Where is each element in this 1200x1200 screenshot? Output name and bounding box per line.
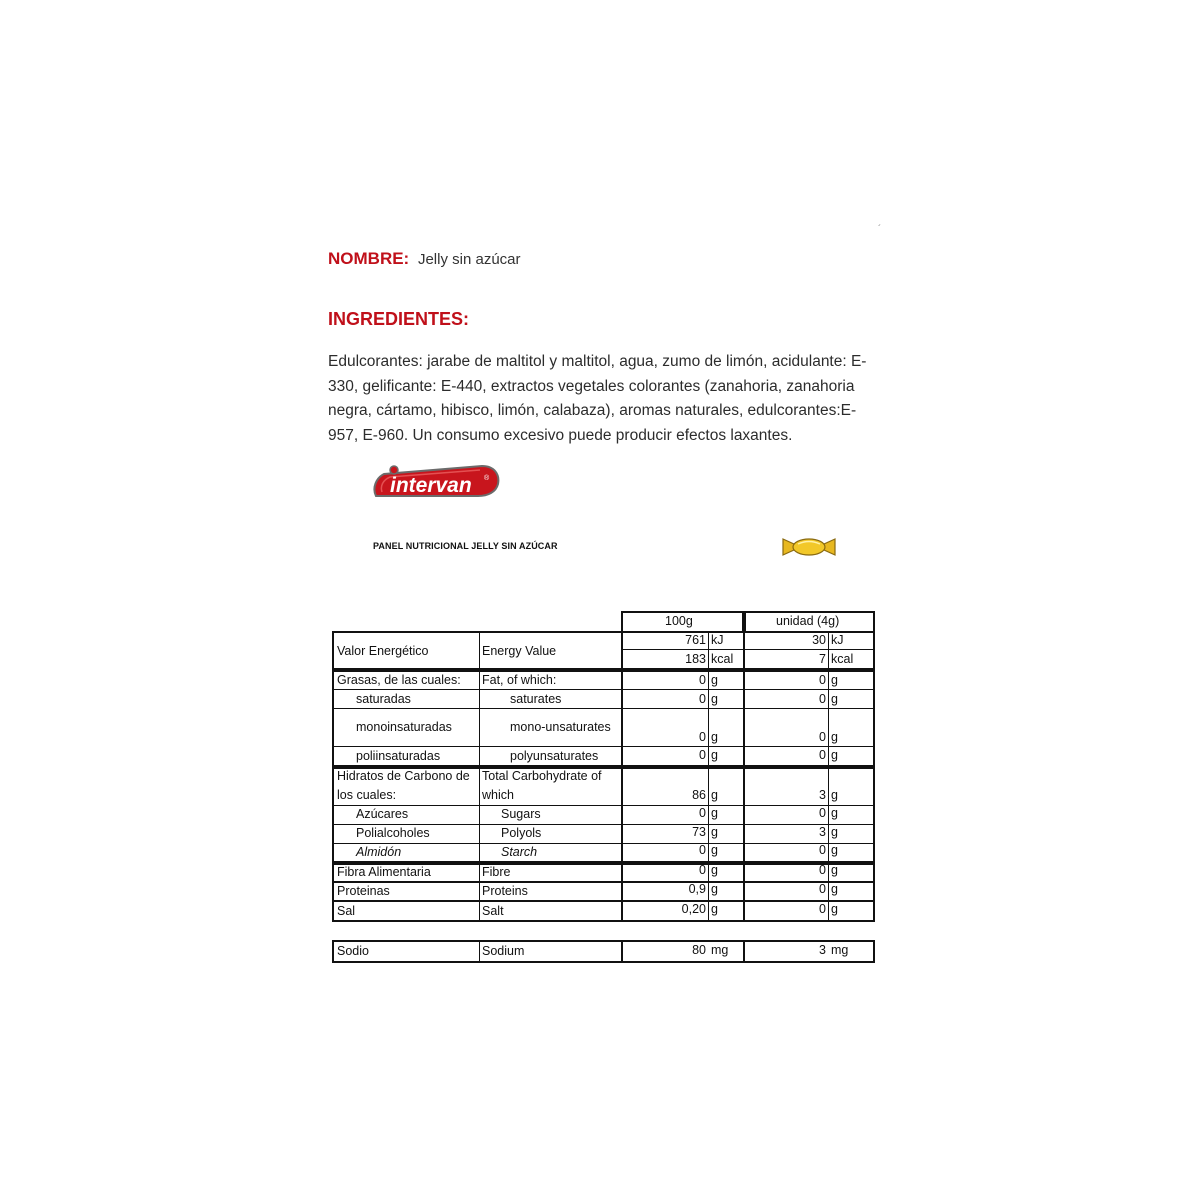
rule (828, 863, 829, 922)
rule (479, 863, 480, 922)
sodium-label-es: Sodio (337, 944, 369, 958)
sodium-value-serving: 3 (819, 943, 826, 957)
logo-registered-mark: ® (484, 475, 490, 482)
energy-kj-unit-serving: kJ (831, 633, 844, 647)
row-unit-100: g (711, 843, 718, 857)
row-value-serving: 0 (819, 692, 826, 706)
row-value-serving: 0 (819, 863, 826, 877)
row-label-en: polyunsaturates (510, 749, 599, 763)
rule (621, 670, 623, 767)
row-unit-serving: g (831, 748, 838, 762)
row-unit-100: g (711, 902, 718, 916)
rule (743, 631, 745, 670)
rule (828, 670, 829, 767)
row-value-serving: 0 (819, 730, 826, 744)
row-label-en: Polyols (501, 826, 542, 840)
row-value-100: 0 (699, 692, 706, 706)
row-value-serving: 0 (819, 843, 826, 857)
row-label-en: Fat, of which: (482, 673, 557, 687)
row-value-serving: 0 (819, 882, 826, 896)
row-value-100: 0 (699, 748, 706, 762)
rule (332, 708, 875, 709)
rule (743, 767, 745, 863)
energy-label-en: Energy Value (482, 644, 557, 658)
row-label-en: which (482, 788, 514, 802)
sodium-unit-100: mg (711, 943, 729, 957)
rule (479, 767, 480, 863)
rule (622, 649, 875, 650)
row-unit-100: g (711, 882, 718, 896)
row-unit-serving: g (831, 673, 838, 687)
row-label-es: Proteinas (337, 884, 390, 898)
row-label-en: Starch (501, 845, 538, 859)
row-value-100: 0 (699, 673, 706, 687)
row-label-es: Azúcares (356, 807, 409, 821)
rule (828, 767, 829, 863)
rule (621, 767, 623, 863)
row-unit-serving: g (831, 788, 838, 802)
header-unit: unidad (4g) (776, 614, 840, 628)
rule (621, 863, 623, 922)
ingredients-line: 957, E-960. Un consumo excesivo puede producir efectos laxantes. (328, 426, 793, 444)
energy-kcal-serving: 7 (819, 652, 826, 666)
rule (708, 631, 709, 670)
rule (621, 940, 623, 963)
row-label-es: Polialcoholes (356, 826, 430, 840)
sodium-unit-serving: mg (831, 943, 849, 957)
row-value-100: 0 (699, 806, 706, 820)
row-unit-serving: g (831, 825, 838, 839)
row-value-100: 73 (692, 825, 706, 839)
energy-label-es: Valor Energético (337, 644, 429, 658)
energy-kj-serving: 30 (812, 633, 826, 647)
row-unit-serving: g (831, 843, 838, 857)
row-value-100: 0 (699, 730, 706, 744)
row-value-100: 0,9 (688, 882, 706, 896)
corner-mark: ´ (878, 224, 882, 235)
row-unit-100: g (711, 730, 718, 744)
row-value-serving: 3 (819, 825, 826, 839)
rule (479, 940, 480, 963)
row-label-en: Fibre (482, 865, 511, 879)
row-value-100: 0 (699, 863, 706, 877)
row-label-es: Fibra Alimentaria (337, 865, 431, 879)
row-label-en: Salt (482, 904, 504, 918)
ingredients-line: 330, gelificante: E-440, extractos vegetales colorantes (zanahoria, zanahoria (328, 377, 855, 395)
row-unit-serving: g (831, 882, 838, 896)
row-label-en: mono-unsaturates (510, 720, 611, 734)
row-unit-100: g (711, 748, 718, 762)
row-label-en: Sugars (501, 807, 541, 821)
row-value-serving: 0 (819, 806, 826, 820)
row-unit-serving: g (831, 730, 838, 744)
rule (743, 863, 745, 922)
row-label-es: Grasas, de las cuales: (337, 673, 461, 687)
ingredients-line: Edulcorantes: jarabe de maltitol y maltitol, agua, zumo de limón, acidulante: E- (328, 353, 867, 370)
nombre-label: NOMBRE: (328, 249, 410, 268)
ingredients-line: negra, cártamo, hibisco, limón, calabaza), aromas naturales, edulcorantes:E- (328, 402, 857, 419)
energy-kcal-unit-serving: kcal (831, 652, 854, 666)
row-value-serving: 0 (819, 902, 826, 916)
logo-text: intervan (390, 474, 472, 497)
row-value-100: 0,20 (681, 902, 706, 916)
row-label-es: Almidón (356, 845, 402, 859)
header-100g: 100g (665, 614, 693, 628)
row-value-100: 86 (692, 788, 706, 802)
energy-kj-unit: kJ (711, 633, 724, 647)
row-unit-100: g (711, 806, 718, 820)
rule (621, 631, 623, 670)
row-value-serving: 3 (819, 788, 826, 802)
row-unit-serving: g (831, 863, 838, 877)
row-label-en: saturates (510, 692, 562, 706)
rule (743, 940, 745, 963)
row-unit-100: g (711, 863, 718, 877)
row-value-serving: 0 (819, 748, 826, 762)
panel-title: PANEL NUTRICIONAL JELLY SIN AZÚCAR (373, 541, 558, 551)
row-unit-100: g (711, 673, 718, 687)
rule (479, 670, 480, 767)
row-value-100: 0 (699, 843, 706, 857)
row-unit-serving: g (831, 806, 838, 820)
energy-kcal-100: 183 (685, 652, 706, 666)
rule (708, 767, 709, 863)
product-name: Jelly sin azúcar (417, 251, 521, 268)
row-unit-100: g (711, 788, 718, 802)
energy-kcal-unit: kcal (711, 652, 734, 666)
rule (743, 670, 745, 767)
row-label-es: monoinsaturadas (356, 720, 452, 734)
row-value-serving: 0 (819, 673, 826, 687)
rule (708, 863, 709, 922)
row-unit-serving: g (831, 902, 838, 916)
sodium-label-en: Sodium (482, 944, 525, 958)
row-unit-100: g (711, 825, 718, 839)
row-label-es: poliinsaturadas (356, 749, 441, 763)
row-label-es: Hidratos de Carbono de (337, 769, 470, 783)
energy-kj-100: 761 (685, 633, 706, 647)
row-label-en: Proteins (482, 884, 528, 898)
row-label-es: Sal (337, 904, 356, 918)
row-unit-serving: g (831, 692, 838, 706)
row-label-es: saturadas (356, 692, 411, 706)
rule (708, 670, 709, 767)
row-label-es: los cuales: (337, 788, 397, 802)
rule (332, 689, 875, 690)
rule (479, 631, 480, 670)
row-label-en: Total Carbohydrate of (482, 769, 602, 783)
sodium-value-100: 80 (692, 943, 706, 957)
ingredients-title: INGREDIENTES: (328, 309, 470, 329)
rule (332, 746, 875, 747)
rule (828, 631, 829, 670)
row-unit-100: g (711, 692, 718, 706)
